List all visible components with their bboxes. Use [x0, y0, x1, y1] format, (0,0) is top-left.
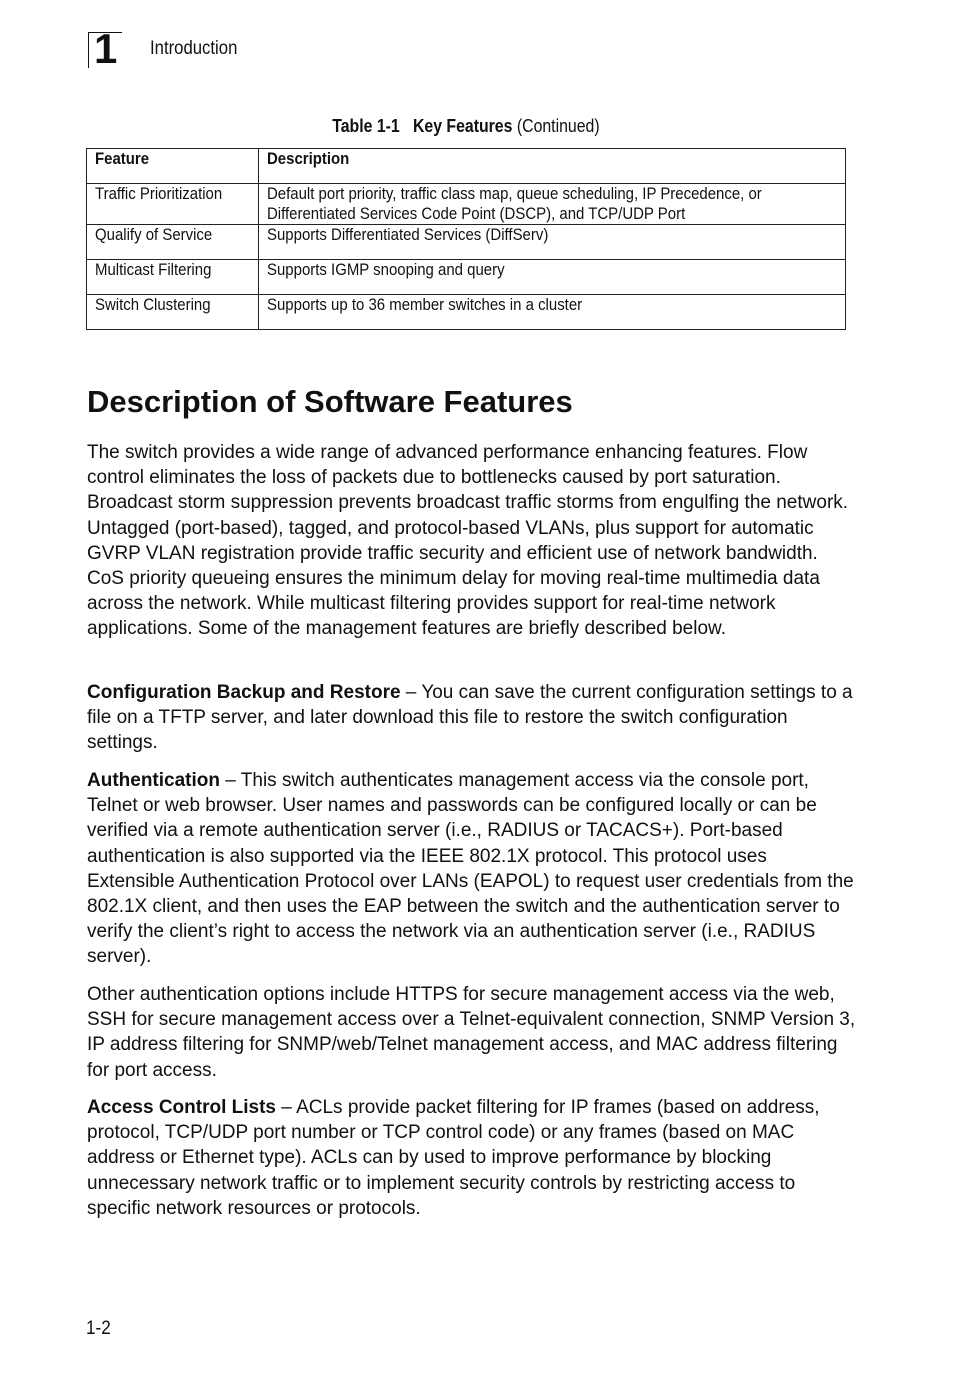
other-auth-paragraph — [87, 982, 857, 1083]
paragraph-text: – ACLs provide packet filtering for IP frames (based on address, protocol, TCP/UDP port number or TCP control code) or any frames (based on MAC address or Ethernet type). ACLs can by used to improve performance by blocking unnecessary network traffic or to implement security controls by restricting access to specific network resources or protocols. — [87, 1097, 820, 1219]
table-caption-title: Key Features — [413, 116, 513, 136]
table-row — [87, 184, 846, 225]
page-number: 1-2 — [86, 1318, 111, 1339]
feature-cell — [87, 260, 259, 295]
table-header-row — [87, 149, 846, 184]
feature-cell — [87, 184, 259, 225]
description-cell — [259, 295, 846, 330]
key-features-table — [86, 148, 846, 330]
description-line: Default port priority, traffic class map, queue scheduling, IP Precedence, or — [267, 184, 762, 203]
column-header-description: Description — [267, 149, 350, 168]
table-caption — [86, 116, 846, 137]
table-caption-label: Table 1-1 — [332, 116, 400, 136]
intro-paragraph: The switch provides a wide range of advanced performance enhancing features. Flow control eliminates the loss of packets due to bottlenecks caused by port saturation. Broadcast storm suppression prevents broadcast traffic storms from engulfing the network. Untagged (port-based), tagged, and protocol-based VLANs, plus support for automatic GVRP VLAN registration provide traffic security and efficient use of network bandwidth. CoS priority queueing ensures the minimum delay for moving real-time multimedia data across the network. While multicast filtering provides support for real-time network applications. Some of the management features are briefly described below. — [87, 442, 849, 640]
table-header-cell — [259, 149, 846, 184]
table-row — [87, 295, 846, 330]
config-backup-paragraph — [87, 680, 857, 756]
table-row — [87, 260, 846, 295]
paragraph-text: Other authentication options include HTTPS for secure management access via the web, SSH for secure management access over a Telnet-equivalent connection, SNMP Version 3, IP address filtering for SNMP/web/Telnet management access, and MAC address filtering for port access. — [87, 984, 856, 1081]
description-line: Supports Differentiated Services (DiffServ) — [267, 225, 549, 244]
paragraph-text: – This switch authenticates management access via the console port, Telnet or web browser. User names and passwords can be configured locally or can be verified via a remote authentication server (i.e., RADIUS or TACACS+). Port-based authentication is also supported via the IEEE 802.1X protocol. This protocol uses Extensible Authentication Protocol over LANs (EAPOL) to request user credentials from the 802.1X client, and then uses the EAP between the switch and the authentication server to verify the client’s right to access the network via an authentication server (i.e., RADIUS server). — [87, 770, 854, 968]
running-head: Introduction — [150, 38, 238, 59]
chapter-number: 1 — [94, 25, 118, 72]
description-cell — [259, 184, 846, 225]
description-line: Supports IGMP snooping and query — [267, 260, 505, 279]
paragraph-lead: Access Control Lists — [87, 1097, 276, 1118]
column-header-feature: Feature — [95, 149, 150, 168]
description-cell — [259, 225, 846, 260]
feature-name: Switch Clustering — [95, 295, 211, 314]
table-row — [87, 225, 846, 260]
feature-cell — [87, 295, 259, 330]
description-cell — [259, 260, 846, 295]
feature-name: Multicast Filtering — [95, 260, 212, 279]
table-caption-suffix: (Continued) — [516, 116, 600, 136]
paragraph-lead: Authentication — [87, 770, 220, 791]
chapter-marker — [88, 25, 122, 72]
description-line: Supports up to 36 member switches in a cluster — [267, 295, 583, 314]
section-heading: Description of Software Features — [87, 384, 573, 419]
paragraph-text: – You can save the current configuration settings to a file on a TFTP server, and later download this file to restore the switch configuration settings. — [87, 682, 853, 754]
feature-name: Traffic Prioritization — [95, 184, 223, 203]
acl-paragraph — [87, 1095, 857, 1221]
table-header-cell — [87, 149, 259, 184]
authentication-paragraph — [87, 768, 857, 970]
feature-cell — [87, 225, 259, 260]
description-line: Differentiated Services Code Point (DSCP), and TCP/UDP Port — [267, 204, 686, 223]
paragraph-lead: Configuration Backup and Restore — [87, 682, 401, 703]
feature-name: Qualify of Service — [95, 225, 213, 244]
